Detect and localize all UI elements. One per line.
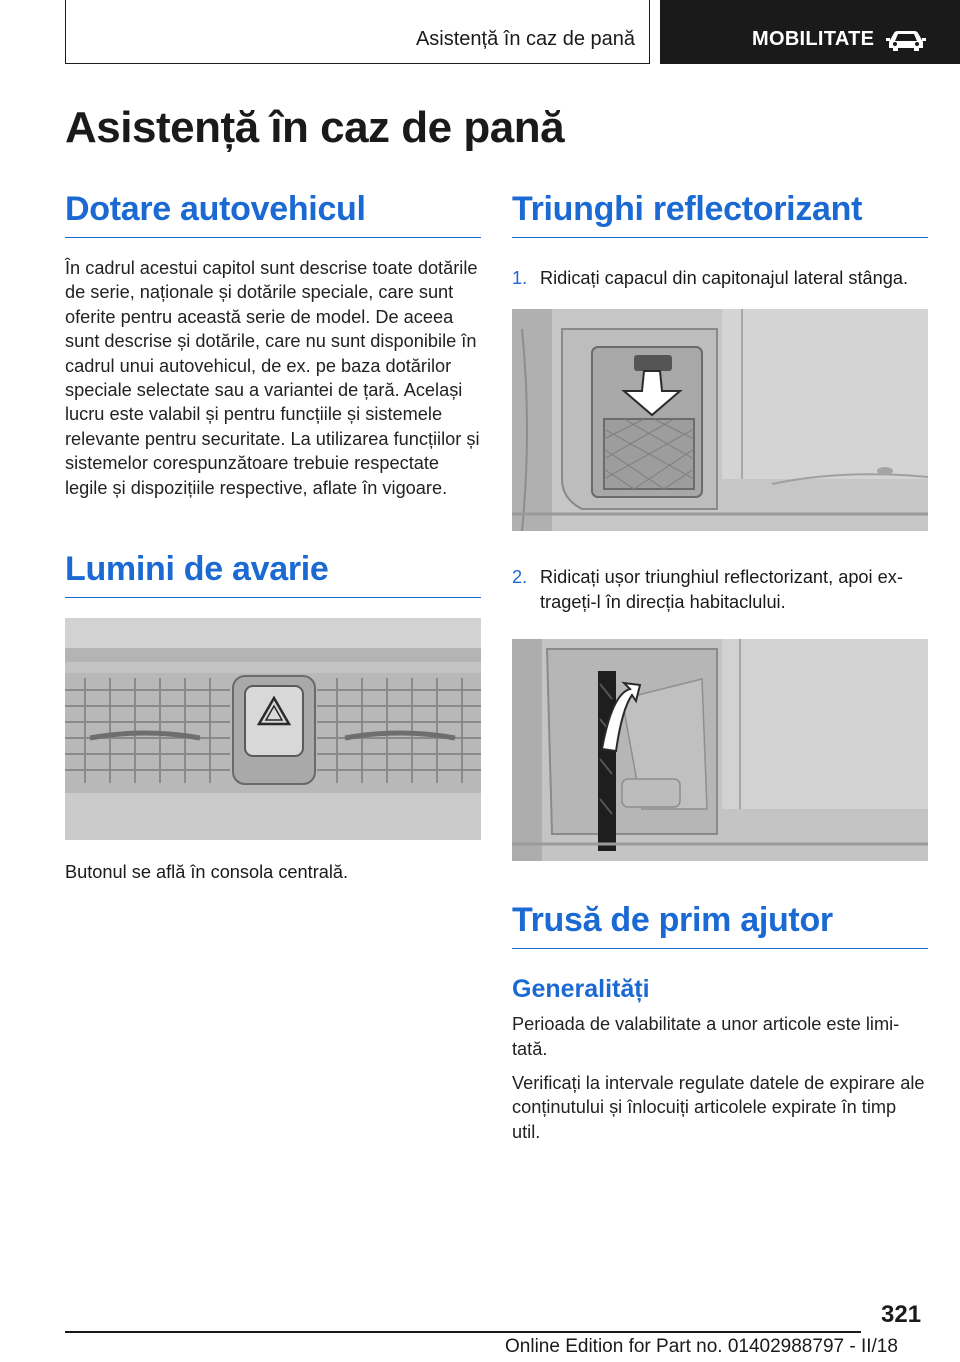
first-aid-paragraph: Perioada de valabilitate a unor articole este limitată. [512,1014,900,1059]
hazard-button-illustration [65,618,481,840]
step-text: Ridicați capacul din capitonajul lateral stânga. [540,268,909,288]
heading-equipment: Dotare autovehicul [65,190,481,238]
page-header [0,0,960,64]
page-number: 321 [881,1301,922,1328]
step-text: Ridicați ușor triunghiul reflectorizant, apoi extrageți-l în direcția habitaclului. [540,567,903,612]
heading-hazard-lights: Lumini de avarie [65,550,481,598]
hazard-caption: Butonul se află în consola centrală. [65,862,349,883]
step-item [512,565,928,614]
subheading-general: Generalități [512,975,650,1004]
side-trim-cover-illustration [512,309,928,531]
hazard-button-figure [65,618,481,840]
header-section-tab [660,0,960,64]
header-section-label: MOBILITATE [752,28,875,50]
triangle-removal-illustration [512,639,928,861]
page-title: Asistență în caz de pană [65,103,565,152]
step-item [512,266,928,290]
car-icon [886,30,926,52]
first-aid-paragraph: Verificați la intervale regulate datele de expirare ale conținutului și înlocuiți articolele expirate în timp util. [512,1073,925,1142]
triangle-removal-figure [512,639,928,861]
footer-edition: Online Edition for Part no. 01402988797 - II/18 [505,1336,898,1357]
header-chapter-tab [65,0,650,64]
right-column [512,190,928,1144]
side-trim-cover-figure [512,309,928,531]
header-chapter-title: Asistență în caz de pană [415,28,635,50]
footer-divider [65,1331,861,1333]
equipment-paragraph: În cadrul acestui capitol sunt descrise toate dotările de serie, naționale și dotările speciale, care sunt oferite pentru această serie de model. De aceea sunt descrise și dotările, care nu sunt disponibile în cadrul unui autovehicul, de ex. pe baza dotărilor speciale selectate sau a variantei de țară. Același lucru este valabil și pentru funcțiile și sistemele relevante pentru securitate. La utilizarea funcțiilor și sistemelor corespunzătoare trebuie respectate legile și dispozițiile respective, aflate în vigoare. [65,258,480,498]
heading-first-aid: Trusă de prim ajutor [512,901,928,949]
step-number: 1. [512,268,528,288]
left-column [65,190,481,884]
heading-warning-triangle: Triunghi reflectorizant [512,190,928,238]
step-number: 2. [512,567,528,588]
